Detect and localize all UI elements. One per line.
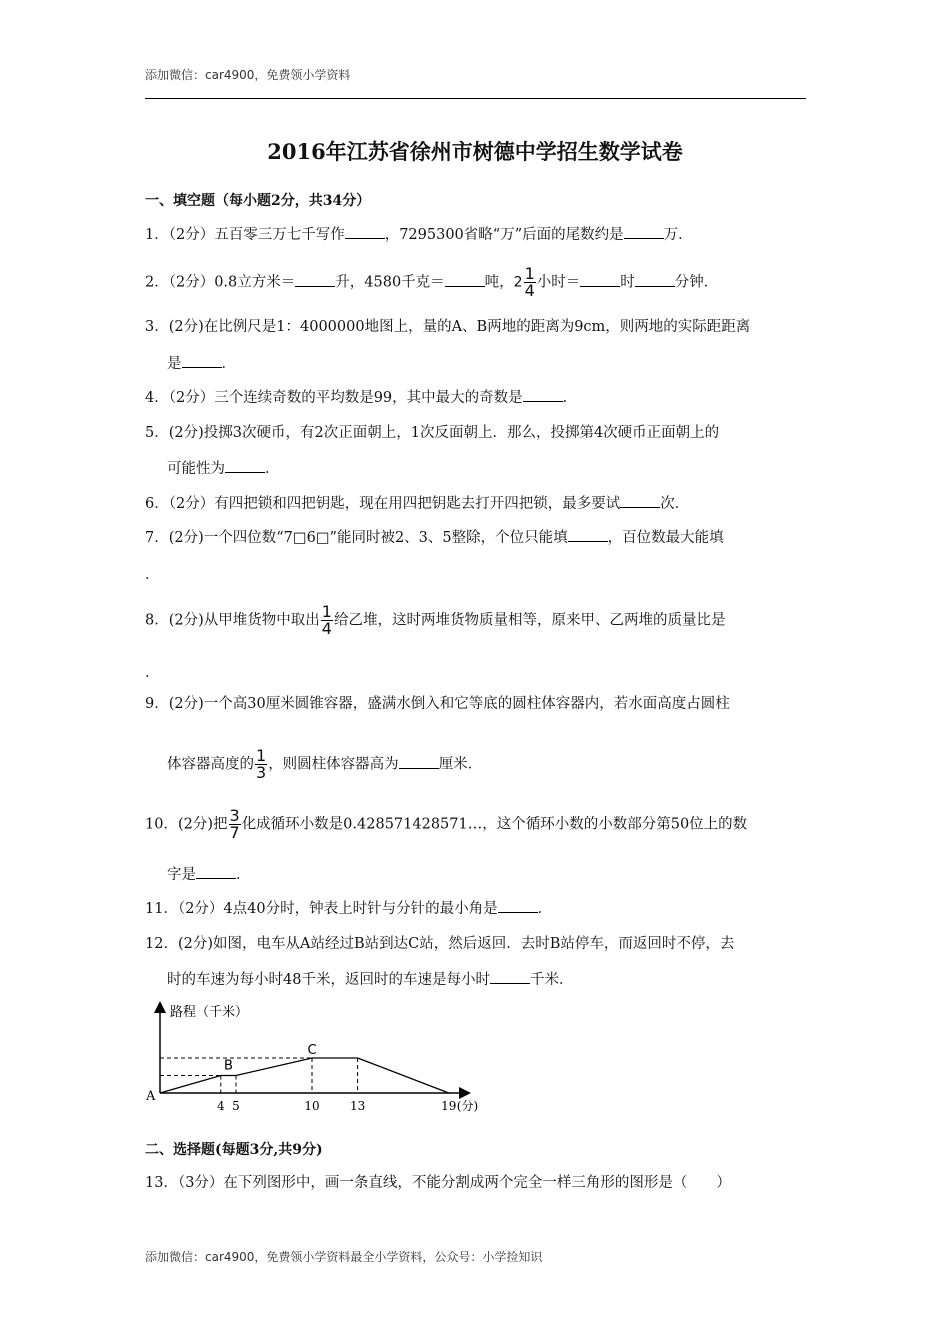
- question-8: 8．(2分)从甲堆货物中取出 $\frac{1}{4}$ 给乙堆，这时两堆货物质量相等，原来甲、乙两堆的质量比是: [145, 602, 726, 638]
- question-7: 7．(2分)一个四位数“7□6□”能同时被2、3、5整除，个位只能填 ，百位数最大能填: [145, 527, 810, 549]
- page-footer: 添加微信：car4900，免费领小学资料最全小学资料，公众号：小学捡知识: [145, 1250, 543, 1264]
- answer-blank[interactable]: [624, 224, 664, 239]
- question-2: 2．（2分）0.8立方米＝ 升，4580千克＝ 吨，2 $\frac{1}{4}$ 小时＝ 时 分钟．: [145, 264, 719, 300]
- answer-blank[interactable]: [182, 353, 222, 368]
- question-9: 9．(2分)一个高30厘米圆锥容器，盛满水倒入和它等底的圆柱体容器内，若水面高度占圆柱: [145, 696, 730, 712]
- x-tick-label: 10: [304, 1099, 320, 1113]
- x-axis-label: (分): [456, 1099, 479, 1113]
- answer-blank[interactable]: [620, 493, 660, 508]
- question-12-continued: 时的车速为每小时48千米，返回时的车速是每小时 千米．: [167, 969, 573, 991]
- point-label-a: A: [146, 1089, 156, 1104]
- answer-blank[interactable]: [580, 272, 620, 287]
- question-5: 5．(2分)投掷3次硬币，有2次正面朝上，1次反面朝上．那么，投掷第4次硬币正面朝上的: [145, 425, 720, 441]
- x-tick-label: 13: [349, 1099, 366, 1113]
- question-8-continued: ．: [145, 665, 160, 681]
- answer-blank[interactable]: [568, 527, 608, 542]
- fraction: $\frac{3}{7}$: [229, 806, 240, 842]
- answer-blank[interactable]: [345, 224, 385, 239]
- answer-blank[interactable]: [490, 969, 530, 984]
- question-13: 13．（3分）在下列图形中，画一条直线，不能分割成两个完全一样三角形的图形是（ ）: [145, 1175, 731, 1191]
- answer-blank[interactable]: [399, 754, 439, 769]
- question-3: 3．(2分)在比例尺是1：4000000地图上，量的A、B两地的距离为9cm，则两地的实际距距离: [145, 319, 751, 335]
- answer-blank[interactable]: [523, 387, 563, 402]
- question-5-continued: 可能性为 ．: [167, 458, 280, 480]
- answer-blank[interactable]: [635, 272, 675, 287]
- answer-blank[interactable]: [445, 272, 485, 287]
- question-11: 11．（2分）4点40分时，钟表上时针与分针的最小角是 ．: [145, 898, 810, 920]
- section-fill-blank: 一、填空题（每小题2分，共34分）: [145, 193, 371, 209]
- question-4: 4．（2分）三个连续奇数的平均数是99，其中最大的奇数是 ．: [145, 387, 810, 409]
- x-tick-label: 19: [441, 1099, 457, 1113]
- page-header: 添加微信：car4900，免费领小学资料: [145, 68, 351, 82]
- fraction: $\frac{1}{3}$: [256, 746, 267, 782]
- fraction: $\frac{1}{4}$: [321, 602, 332, 638]
- answer-blank[interactable]: [498, 898, 538, 913]
- y-axis-label: 路程（千米）: [170, 1005, 249, 1020]
- question-10-continued: 字是 ．: [167, 864, 251, 886]
- mixed-number-integer: 2: [513, 274, 523, 291]
- fraction: $\frac{1}{4}$: [524, 264, 535, 300]
- question-3-continued: 是 ．: [167, 353, 236, 375]
- x-tick-label: 4: [216, 1099, 225, 1113]
- answer-blank[interactable]: [225, 458, 265, 473]
- question-10: 10．(2分)把 $\frac{3}{7}$ 化成循环小数是0.428571428571…，这个循环小数的小数部分第50位上的数: [145, 806, 748, 842]
- question-12: 12．(2分)如图，电车从A站经过B站到达C站，然后返回．去时B站停车，而返回时不停，去: [145, 936, 735, 952]
- question-6: 6．（2分）有四把锁和四把钥匙，现在用四把钥匙去打开四把锁，最多要试 次．: [145, 493, 810, 515]
- answer-blank[interactable]: [295, 272, 335, 287]
- header-rule: [145, 98, 806, 99]
- question-9-continued: 体容器高度的 $\frac{1}{3}$ ，则圆柱体容器高为 厘米．: [167, 746, 483, 782]
- series-line-1: [358, 1058, 449, 1093]
- question-7-continued: ．: [145, 567, 160, 583]
- point-label-c: C: [307, 1043, 317, 1058]
- distance-time-chart: [140, 998, 480, 1120]
- page-title: 2016年江苏省徐州市树德中学招生数学试卷: [267, 139, 683, 164]
- question-1: 1．（2分）五百零三万七千写作 ，7295300省略“万”后面的尾数约是 万．: [145, 224, 810, 246]
- section-multiple-choice: 二、选择题(每题3分,共9分): [145, 1142, 323, 1158]
- point-label-b: B: [223, 1058, 233, 1074]
- answer-blank[interactable]: [196, 864, 236, 879]
- x-tick-label: 5: [232, 1099, 240, 1113]
